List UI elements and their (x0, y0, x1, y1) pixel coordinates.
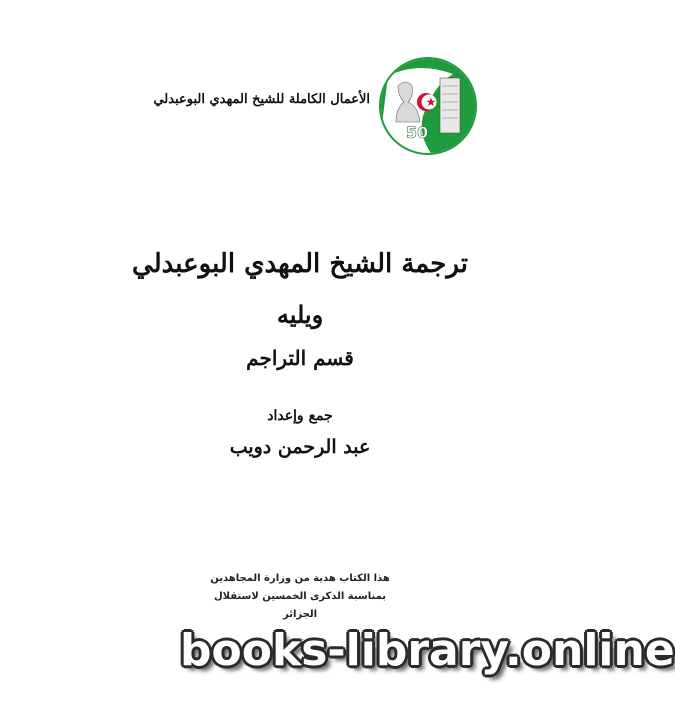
gift-note-line-1: هذا الكتاب هدية من وزارة المجاهدين (210, 573, 390, 584)
compiled-by-label: جمع وإعداد (267, 408, 333, 424)
title-line-2: ويليه (276, 300, 324, 329)
author-name: عبد الرحمن دويب (229, 436, 371, 458)
site-watermark: books-library.online (180, 625, 675, 676)
gift-note-line-2: بمناسبة الذكرى الخمسين لاستقلال الجزائر (213, 591, 387, 620)
emblem-number: 50 (406, 123, 429, 142)
algeria-50-anniversary-emblem-icon (378, 56, 478, 156)
series-title: الأعمال الكاملة للشيخ المهدي البوعبدلي (153, 92, 370, 107)
main-title (0, 236, 600, 378)
title-line-3: قسم التراجم (246, 346, 354, 370)
title-line-1: ترجمة الشيخ المهدي البوعبدلي (132, 249, 468, 279)
